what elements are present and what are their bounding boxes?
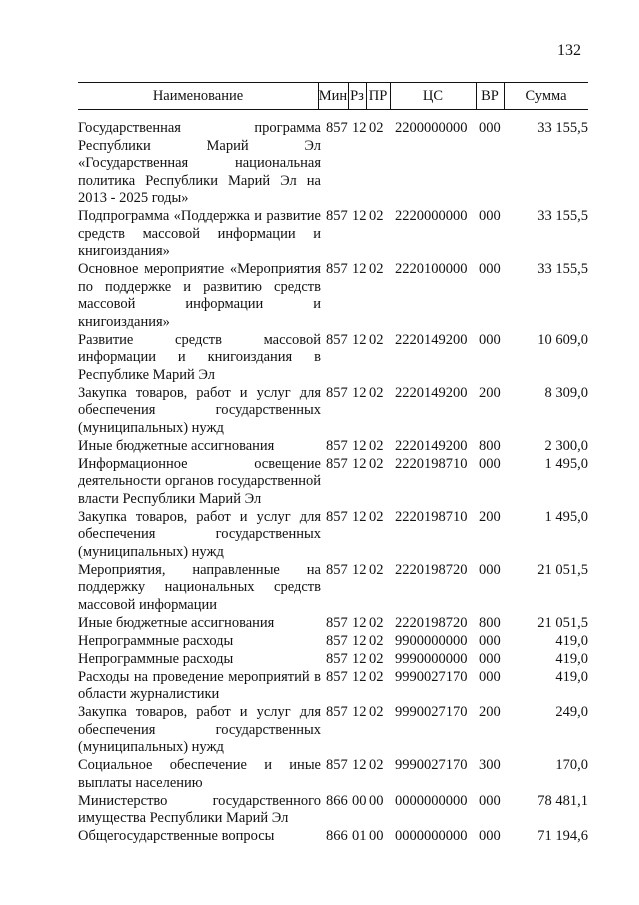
- row-rz: 12: [352, 704, 367, 720]
- row-name: Иные бюджетные ассигнования: [78, 614, 275, 631]
- row-vr: 000: [479, 331, 501, 348]
- row-cs: 2220198710: [395, 455, 468, 472]
- row-name: Социальное обеспечение и иные выплаты населению: [78, 757, 321, 791]
- table-row: [78, 385, 588, 438]
- row-rz: 01: [352, 828, 367, 844]
- row-vr: 800: [479, 437, 501, 454]
- header-pr: ПР: [368, 88, 388, 104]
- row-pr: 02: [369, 208, 384, 224]
- row-rz: 12: [352, 120, 367, 136]
- row-min: 857: [326, 632, 348, 649]
- row-sum: 10 609,0: [537, 331, 588, 348]
- row-cs: 2220149200: [395, 437, 468, 454]
- row-sum: 419,0: [555, 650, 588, 667]
- table-row: [78, 509, 588, 562]
- header-min: Мин: [318, 88, 348, 104]
- row-vr: 000: [479, 561, 501, 578]
- row-sum: 419,0: [555, 668, 588, 685]
- row-rz: 12: [352, 632, 367, 649]
- header-cs: ЦС: [422, 88, 444, 104]
- row-sum: 170,0: [555, 757, 588, 773]
- row-min: 857: [326, 508, 348, 525]
- row-sum: 21 051,5: [537, 614, 588, 631]
- row-name: Закупка товаров, работ и услуг для обеспечения государственных (муниципальных) нужд: [78, 508, 321, 560]
- header-name: Наименование: [152, 88, 244, 104]
- row-rz: 12: [352, 437, 367, 454]
- row-sum: 71 194,6: [537, 828, 588, 844]
- row-cs: 2220198720: [395, 561, 468, 578]
- table-row: [78, 208, 588, 261]
- table-row: [78, 651, 588, 669]
- row-pr: 02: [369, 757, 384, 773]
- row-rz: 12: [352, 614, 367, 631]
- page-number: 132: [557, 42, 581, 59]
- row-pr: 02: [369, 668, 384, 685]
- row-sum: 1 495,0: [544, 508, 588, 525]
- row-vr: 000: [479, 792, 501, 809]
- row-sum: 419,0: [555, 632, 588, 649]
- row-cs: 0000000000: [395, 828, 468, 844]
- row-rz: 12: [352, 757, 367, 773]
- row-pr: 00: [369, 792, 384, 809]
- row-cs: 2220198710: [395, 508, 468, 525]
- row-min: 857: [326, 704, 348, 720]
- row-cs: 2220000000: [395, 208, 468, 224]
- row-vr: 200: [479, 508, 501, 525]
- row-pr: 02: [369, 650, 384, 667]
- row-pr: 00: [369, 828, 384, 844]
- row-vr: 000: [479, 120, 501, 136]
- row-min: 857: [326, 668, 348, 685]
- row-vr: 000: [479, 632, 501, 649]
- row-sum: 33 155,5: [537, 208, 588, 224]
- row-vr: 800: [479, 614, 501, 631]
- row-min: 866: [326, 792, 348, 809]
- table-row: [78, 261, 588, 331]
- table-row: [78, 332, 588, 385]
- table-header: [78, 82, 588, 110]
- row-name: Общегосударственные вопросы: [78, 828, 275, 844]
- row-name: Закупка товаров, работ и услуг для обеспечения государственных (муниципальных) нужд: [78, 704, 321, 755]
- row-name: Информационное освещение деятельности органов государственной власти Республики Марий Эл: [78, 455, 321, 507]
- row-sum: 33 155,5: [537, 120, 588, 136]
- row-vr: 000: [479, 208, 501, 224]
- row-cs: 2220100000: [395, 261, 468, 277]
- row-pr: 02: [369, 704, 384, 720]
- row-min: 857: [326, 757, 348, 773]
- row-rz: 12: [352, 561, 367, 578]
- row-pr: 02: [369, 561, 384, 578]
- row-name: Непрограммные расходы: [78, 632, 234, 649]
- row-pr: 02: [369, 455, 384, 472]
- row-vr: 200: [479, 384, 501, 401]
- row-name: Основное мероприятие «Мероприятия по поддержке и развитию средств массовой информации и книгоиздания»: [78, 261, 321, 330]
- row-name: Расходы на проведение мероприятий в области журналистики: [78, 668, 321, 702]
- row-min: 857: [326, 120, 348, 136]
- row-name: Мероприятия, направленные на поддержку национальных средств массовой информации: [78, 561, 321, 613]
- row-sum: 21 051,5: [537, 561, 588, 578]
- row-rz: 00: [352, 792, 367, 809]
- row-name: Иные бюджетные ассигнования: [78, 437, 275, 454]
- row-rz: 12: [352, 650, 367, 667]
- row-name: Закупка товаров, работ и услуг для обеспечения государственных (муниципальных) нужд: [78, 384, 321, 436]
- row-pr: 02: [369, 614, 384, 631]
- row-name: Развитие средств массовой информации и книгоиздания в Республике Марий Эл: [78, 331, 321, 383]
- table-row: [78, 757, 588, 792]
- table-row: [78, 120, 588, 208]
- row-min: 857: [326, 561, 348, 578]
- table-body: [78, 120, 588, 846]
- row-min: 857: [326, 437, 348, 454]
- row-vr: 000: [479, 455, 501, 472]
- table-row: [78, 828, 588, 846]
- row-rz: 12: [352, 668, 367, 685]
- row-name: Государственная программа Республики Марий Эл «Государственная национальная политика Республики Марий Эл на 2013 - 2025 годы»: [78, 120, 321, 206]
- row-cs: 9990000000: [395, 650, 468, 667]
- row-rz: 12: [352, 331, 367, 348]
- table-row: [78, 562, 588, 615]
- row-vr: 000: [479, 668, 501, 685]
- row-vr: 000: [479, 650, 501, 667]
- row-cs: 2200000000: [395, 120, 468, 136]
- row-rz: 12: [352, 455, 367, 472]
- row-rz: 12: [352, 508, 367, 525]
- row-cs: 9900000000: [395, 632, 468, 649]
- row-cs: 9990027170: [395, 704, 468, 720]
- row-rz: 12: [352, 261, 367, 277]
- row-min: 857: [326, 331, 348, 348]
- row-cs: 2220149200: [395, 331, 468, 348]
- row-rz: 12: [352, 384, 367, 401]
- row-sum: 1 495,0: [544, 455, 588, 472]
- row-sum: 33 155,5: [537, 261, 588, 277]
- row-pr: 02: [369, 632, 384, 649]
- row-pr: 02: [369, 331, 384, 348]
- row-vr: 000: [479, 261, 501, 277]
- row-name: Подпрограмма «Поддержка и развитие средств массовой информации и книгоиздания»: [78, 208, 321, 259]
- table-row: [78, 438, 588, 456]
- row-cs: 9990027170: [395, 668, 468, 685]
- row-vr: 000: [479, 828, 501, 844]
- header-sum: Сумма: [525, 88, 567, 104]
- row-cs: 2220198720: [395, 614, 468, 631]
- row-pr: 02: [369, 384, 384, 401]
- table-row: [78, 615, 588, 633]
- row-sum: 249,0: [555, 704, 588, 720]
- row-rz: 12: [352, 208, 367, 224]
- row-cs: 0000000000: [395, 792, 468, 809]
- header-vr: ВР: [481, 88, 499, 104]
- row-pr: 02: [369, 120, 384, 136]
- row-sum: 8 309,0: [544, 384, 588, 401]
- row-name: Министерство государственного имущества Республики Марий Эл: [78, 792, 321, 826]
- table-row: [78, 793, 588, 828]
- table-row: [78, 669, 588, 704]
- row-min: 857: [326, 208, 348, 224]
- row-min: 857: [326, 614, 348, 631]
- row-vr: 200: [479, 704, 501, 720]
- row-min: 866: [326, 828, 348, 844]
- row-min: 857: [326, 384, 348, 401]
- row-sum: 2 300,0: [544, 437, 588, 454]
- row-min: 857: [326, 650, 348, 667]
- table-row: [78, 456, 588, 509]
- row-pr: 02: [369, 261, 384, 277]
- row-pr: 02: [369, 508, 384, 525]
- table-row: [78, 704, 588, 757]
- row-name: Непрограммные расходы: [78, 650, 234, 667]
- row-vr: 300: [479, 757, 501, 773]
- table-row: [78, 633, 588, 651]
- row-cs: 9990027170: [395, 757, 468, 773]
- header-rz: Рз: [350, 88, 364, 104]
- row-min: 857: [326, 261, 348, 277]
- row-sum: 78 481,1: [537, 792, 588, 809]
- row-pr: 02: [369, 437, 384, 454]
- row-cs: 2220149200: [395, 384, 468, 401]
- row-min: 857: [326, 455, 348, 472]
